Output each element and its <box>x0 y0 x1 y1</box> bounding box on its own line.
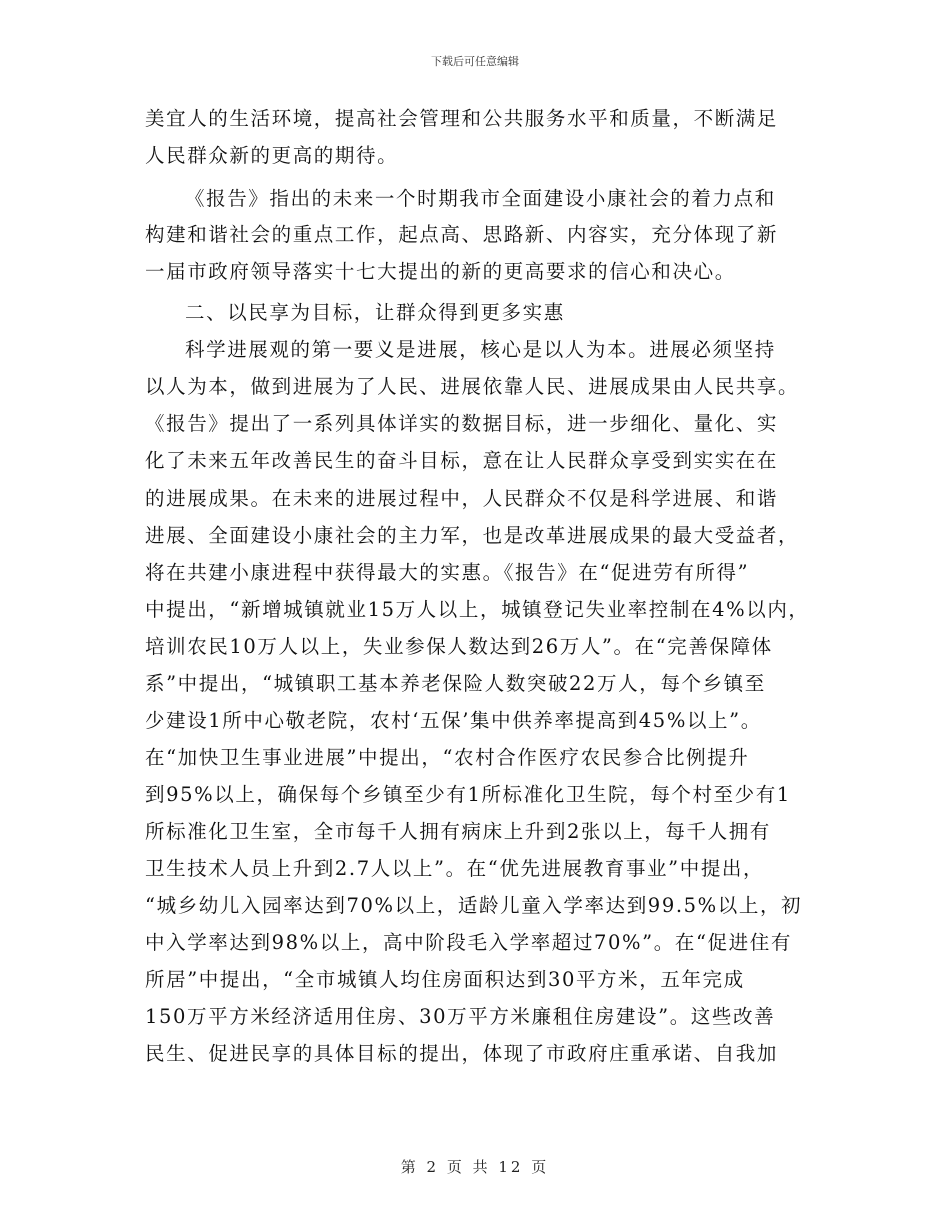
text-line: 中提出，“新增城镇就业15万人以上，城镇登记失业率控制在4%以内， <box>145 598 810 621</box>
page-header-note: 下载后可任意编辑 <box>431 55 519 68</box>
text-line: 150万平方米经济适用住房、30万平方米廉租住房建设”。这些改善 <box>145 1005 776 1028</box>
text-line: 美宜人的生活环境，提高社会管理和公共服务水平和质量，不断满足 <box>145 107 779 130</box>
text-line: 构建和谐社会的重点工作，起点高、思路新、内容实，充分体现了新 <box>145 223 779 246</box>
text-line: 所标准化卫生室，全市每千人拥有病床上升到2张以上，每千人拥有 <box>145 820 771 843</box>
text-line: 系”中提出，“城镇职工基本养老保险人数突破22万人，每个乡镇至 <box>145 672 766 695</box>
text-line: “城乡幼儿入园率达到70%以上，适龄儿童入学率达到99.5%以上，初 <box>145 894 803 917</box>
text-line: 的进展成果。在未来的进展过程中，人民群众不仅是科学进展、和谐 <box>145 487 779 510</box>
text-line: 培训农民10万人以上，失业参保人数达到26万人”。在“完善保障体 <box>145 635 773 658</box>
text-line: 进展、全面建设小康社会的主力军，也是改革进展成果的最大受益者， <box>145 524 800 547</box>
text-line: 所居”中提出，“全市城镇人均住房面积达到30平方米，五年完成 <box>145 968 745 991</box>
page-number-footer: 第 2 页 共 12 页 <box>400 1158 550 1176</box>
text-line: 到95%以上，确保每个乡镇至少有1所标准化卫生院，每个村至少有1 <box>145 783 791 806</box>
text-line: 民生、促进民享的具体目标的提出，体现了市政府庄重承诺、自我加 <box>145 1042 779 1065</box>
text-line: 《报告》提出了一系列具体详实的数据目标，进一步细化、量化、实 <box>145 412 779 435</box>
text-line: 科学进展观的第一要义是进展，核心是以人为本。进展必须坚持 <box>185 338 776 361</box>
text-line: 化了未来五年改善民生的奋斗目标，意在让人民群众享受到实实在在 <box>145 449 779 472</box>
section-heading: 二、以民享为目标，让群众得到更多实惠 <box>185 301 565 324</box>
text-line: 人民群众新的更高的期待。 <box>145 144 399 167</box>
text-line: 中入学率达到98%以上，高中阶段毛入学率超过70%”。在“促进住有 <box>145 931 792 954</box>
text-line: 《报告》指出的未来一个时期我市全面建设小康社会的着力点和 <box>185 187 776 210</box>
text-line: 在“加快卫生事业进展”中提出，“农村合作医疗农民参合比例提升 <box>145 746 750 769</box>
text-line: 将在共建小康进程中获得最大的实惠。《报告》在“促进劳有所得” <box>145 561 750 584</box>
text-line: 少建设1所中心敬老院，农村‘五保’集中供养率提高到45%以上”。 <box>145 709 762 732</box>
text-line: 以人为本，做到进展为了人民、进展依靠人民、进展成果由人民共享。 <box>145 375 800 398</box>
text-line: 一届市政府领导落实十七大提出的新的更高要求的信心和决心。 <box>145 260 736 283</box>
text-line: 卫生技术人员上升到2.7人以上”。在“优先进展教育事业”中提出， <box>145 857 765 880</box>
